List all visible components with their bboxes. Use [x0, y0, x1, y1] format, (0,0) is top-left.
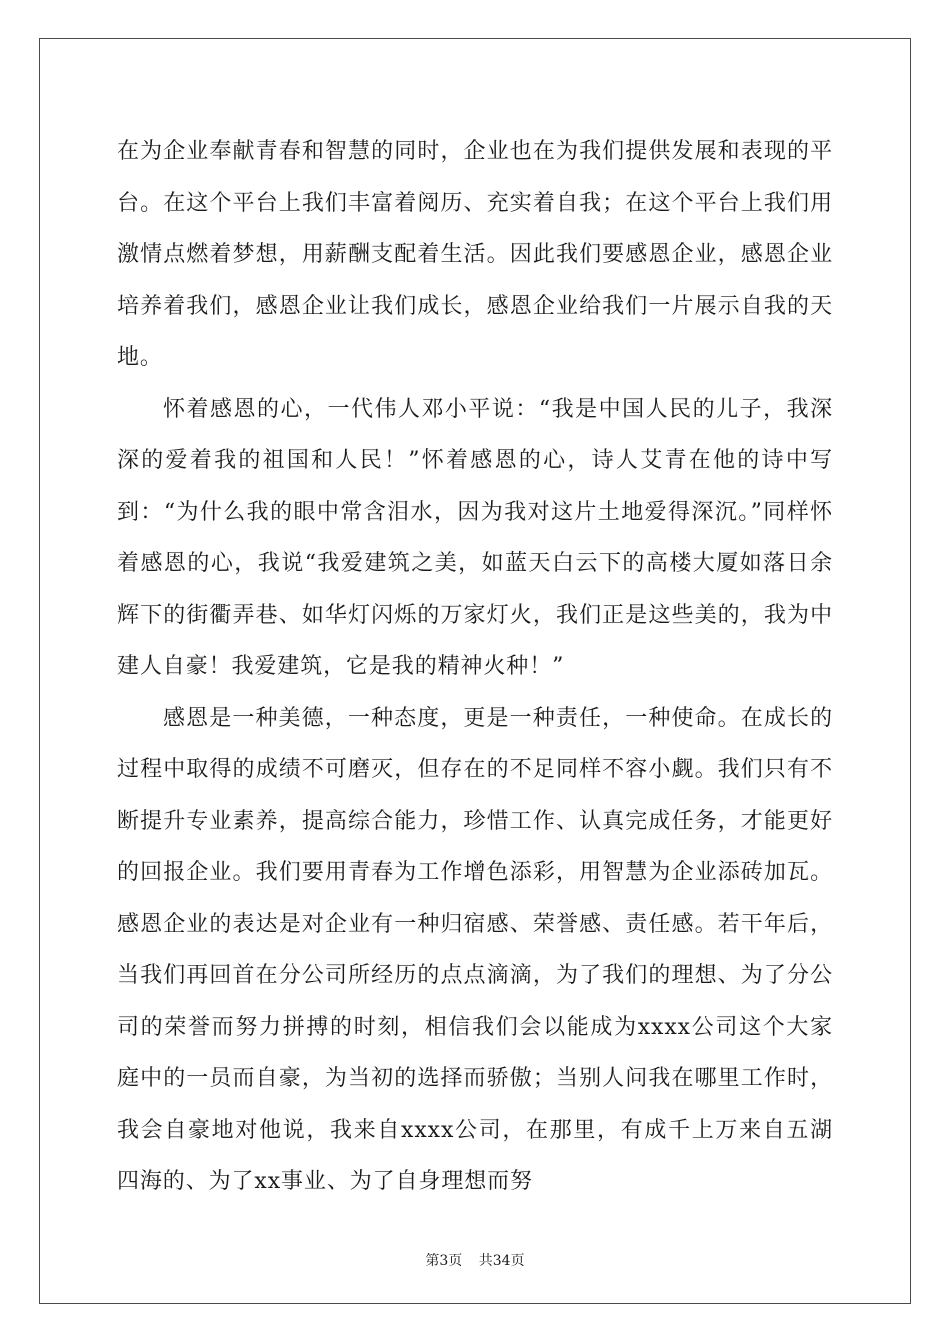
total-pages-label: 共34页 [478, 1253, 525, 1269]
paragraph-1: 在为企业奉献青春和智慧的同时，企业也在为我们提供发展和表现的平台。在这个平台上我们丰富着阅历、充实着自我；在这个平台上我们用激情点燃着梦想，用薪酬支配着生活。因此我们要感恩企业，感恩企业培养着我们，感恩企业让我们成长，感恩企业给我们一片展示自我的天地。 [117, 139, 833, 370]
document-body [117, 126, 833, 1208]
paragraph-2: 怀着感恩的心，一代伟人邓小平说：“我是中国人民的儿子，我深深的爱着我的祖国和人民！”怀着感恩的心，诗人艾青在他的诗中写到：“为什么我的眼中常含泪水，因为我对这片土地爱得深沉。”同样怀着感恩的心，我说“我爱建筑之美，如蓝天白云下的高楼大厦如落日余辉下的街衢弄巷、如华灯闪烁的万家灯火，我们正是这些美的，我为中建人自豪！我爱建筑，它是我的精神火种！” [117, 396, 833, 679]
page-footer [0, 1250, 950, 1270]
current-page-label: 第3页 [425, 1253, 463, 1269]
paragraph-3: 感恩是一种美德，一种态度，更是一种责任，一种使命。在成长的过程中取得的成绩不可磨灭，但存在的不足同样不容小觑。我们只有不断提升专业素养，提高综合能力，珍惜工作、认真完成任务，才能更好的回报企业。我们要用青春为工作增色添彩，用智慧为企业添砖加瓦。感恩企业的表达是对企业有一种归宿感、荣誉感、责任感。若干年后，当我们再回首在分公司所经历的点点滴滴，为了我们的理想、为了分公司的荣誉而努力拼搏的时刻，相信我们会以能成为xxxx公司这个大家庭中的一员而自豪，为当初的选择而骄傲；当别人问我在哪里工作时，我会自豪地对他说，我来自xxxx公司，在那里，有成千上万来自五湖四海的、为了xx事业、为了自身理想而努 [117, 705, 833, 1194]
